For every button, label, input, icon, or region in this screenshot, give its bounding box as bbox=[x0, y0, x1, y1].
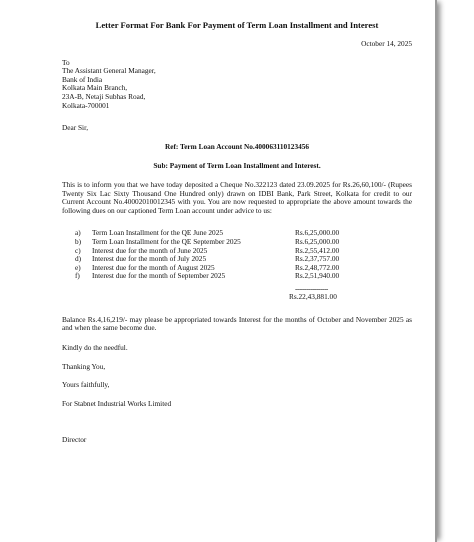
company-line: For Stabnet Industrial Works Limited bbox=[62, 398, 172, 408]
item-letter: c) bbox=[75, 245, 81, 255]
item-letter: a) bbox=[75, 228, 81, 238]
item-description: Term Loan Installment for the QE September 2025 bbox=[92, 236, 241, 246]
item-description: Interest due for the month of September 2025 bbox=[92, 271, 226, 281]
total-row bbox=[75, 293, 412, 302]
closing-line: Yours faithfully, bbox=[62, 380, 110, 390]
item-letter: e) bbox=[75, 262, 81, 272]
dues-list bbox=[75, 229, 412, 281]
request-line: Kindly do the needful. bbox=[62, 343, 128, 353]
body-paragraph: This is to inform you that we have today deposited a Cheque No.322123 dated 23.09.2025 for Rs.26,60,100/- (Rupees Twenty Six Lac Sixty Thousand One Hundred only) drawn on IDBI Bank, Park Street, Kolkata for credit to our Current Account No.40002010012345 with you. You are now requested to appropriate the above amount towards the following dues on our captioned Term Loan account under advice to us: bbox=[62, 179, 412, 215]
address-line: Kolkata Main Branch, bbox=[62, 83, 128, 93]
list-item bbox=[75, 272, 412, 281]
item-description: Term Loan Installment for the QE June 2025 bbox=[92, 228, 224, 238]
salutation: Dear Sir, bbox=[62, 123, 89, 133]
thanking-line: Thanking You, bbox=[62, 361, 106, 371]
item-amount: Rs.2,55,412.00 bbox=[295, 245, 340, 255]
recipient-address bbox=[62, 59, 412, 111]
item-amount: Rs.2,37,757.00 bbox=[295, 254, 340, 264]
item-description: Interest due for the month of August 2025 bbox=[92, 262, 215, 272]
item-amount: Rs.6,25,000.00 bbox=[295, 236, 340, 246]
address-line: The Assistant General Manager, bbox=[62, 66, 156, 76]
balance-paragraph: Balance Rs.4,16,219/- may please be appropriated towards Interest for the months of October and November 2025 as and when the same become due. bbox=[62, 314, 412, 333]
address-line: To bbox=[62, 57, 70, 67]
signatory-line: Director bbox=[62, 435, 87, 445]
item-amount: Rs.2,48,772.00 bbox=[295, 262, 340, 272]
total-rule bbox=[75, 285, 412, 293]
letter-body bbox=[62, 20, 412, 445]
item-description: Interest due for the month of July 2025 bbox=[92, 254, 207, 264]
letter-title: Letter Format For Bank For Payment of Term Loan Installment and Interest bbox=[95, 20, 379, 30]
total-rule-dashes: ----------------- bbox=[295, 283, 328, 293]
item-amount: Rs.2,51,940.00 bbox=[295, 271, 340, 281]
subject-line: Sub: Payment of Term Loan Installment and Interest. bbox=[153, 161, 321, 171]
address-line: Kolkata-700001 bbox=[62, 100, 110, 110]
letter-date: October 14, 2025 bbox=[361, 39, 412, 48]
reference-line: Ref: Term Loan Account No.400063110123456 bbox=[164, 141, 310, 151]
item-description: Interest due for the month of June 2025 bbox=[92, 245, 208, 255]
total-amount: Rs.22,43,881.00 bbox=[289, 291, 337, 301]
item-letter: b) bbox=[75, 236, 82, 246]
item-amount: Rs.6,25,000.00 bbox=[295, 228, 340, 238]
address-line: 23A-B, Netaji Subhas Road, bbox=[62, 91, 146, 101]
address-line: Bank of India bbox=[62, 74, 103, 84]
item-letter: d) bbox=[75, 254, 82, 264]
document-page bbox=[37, 0, 437, 542]
item-letter: f) bbox=[75, 271, 80, 281]
